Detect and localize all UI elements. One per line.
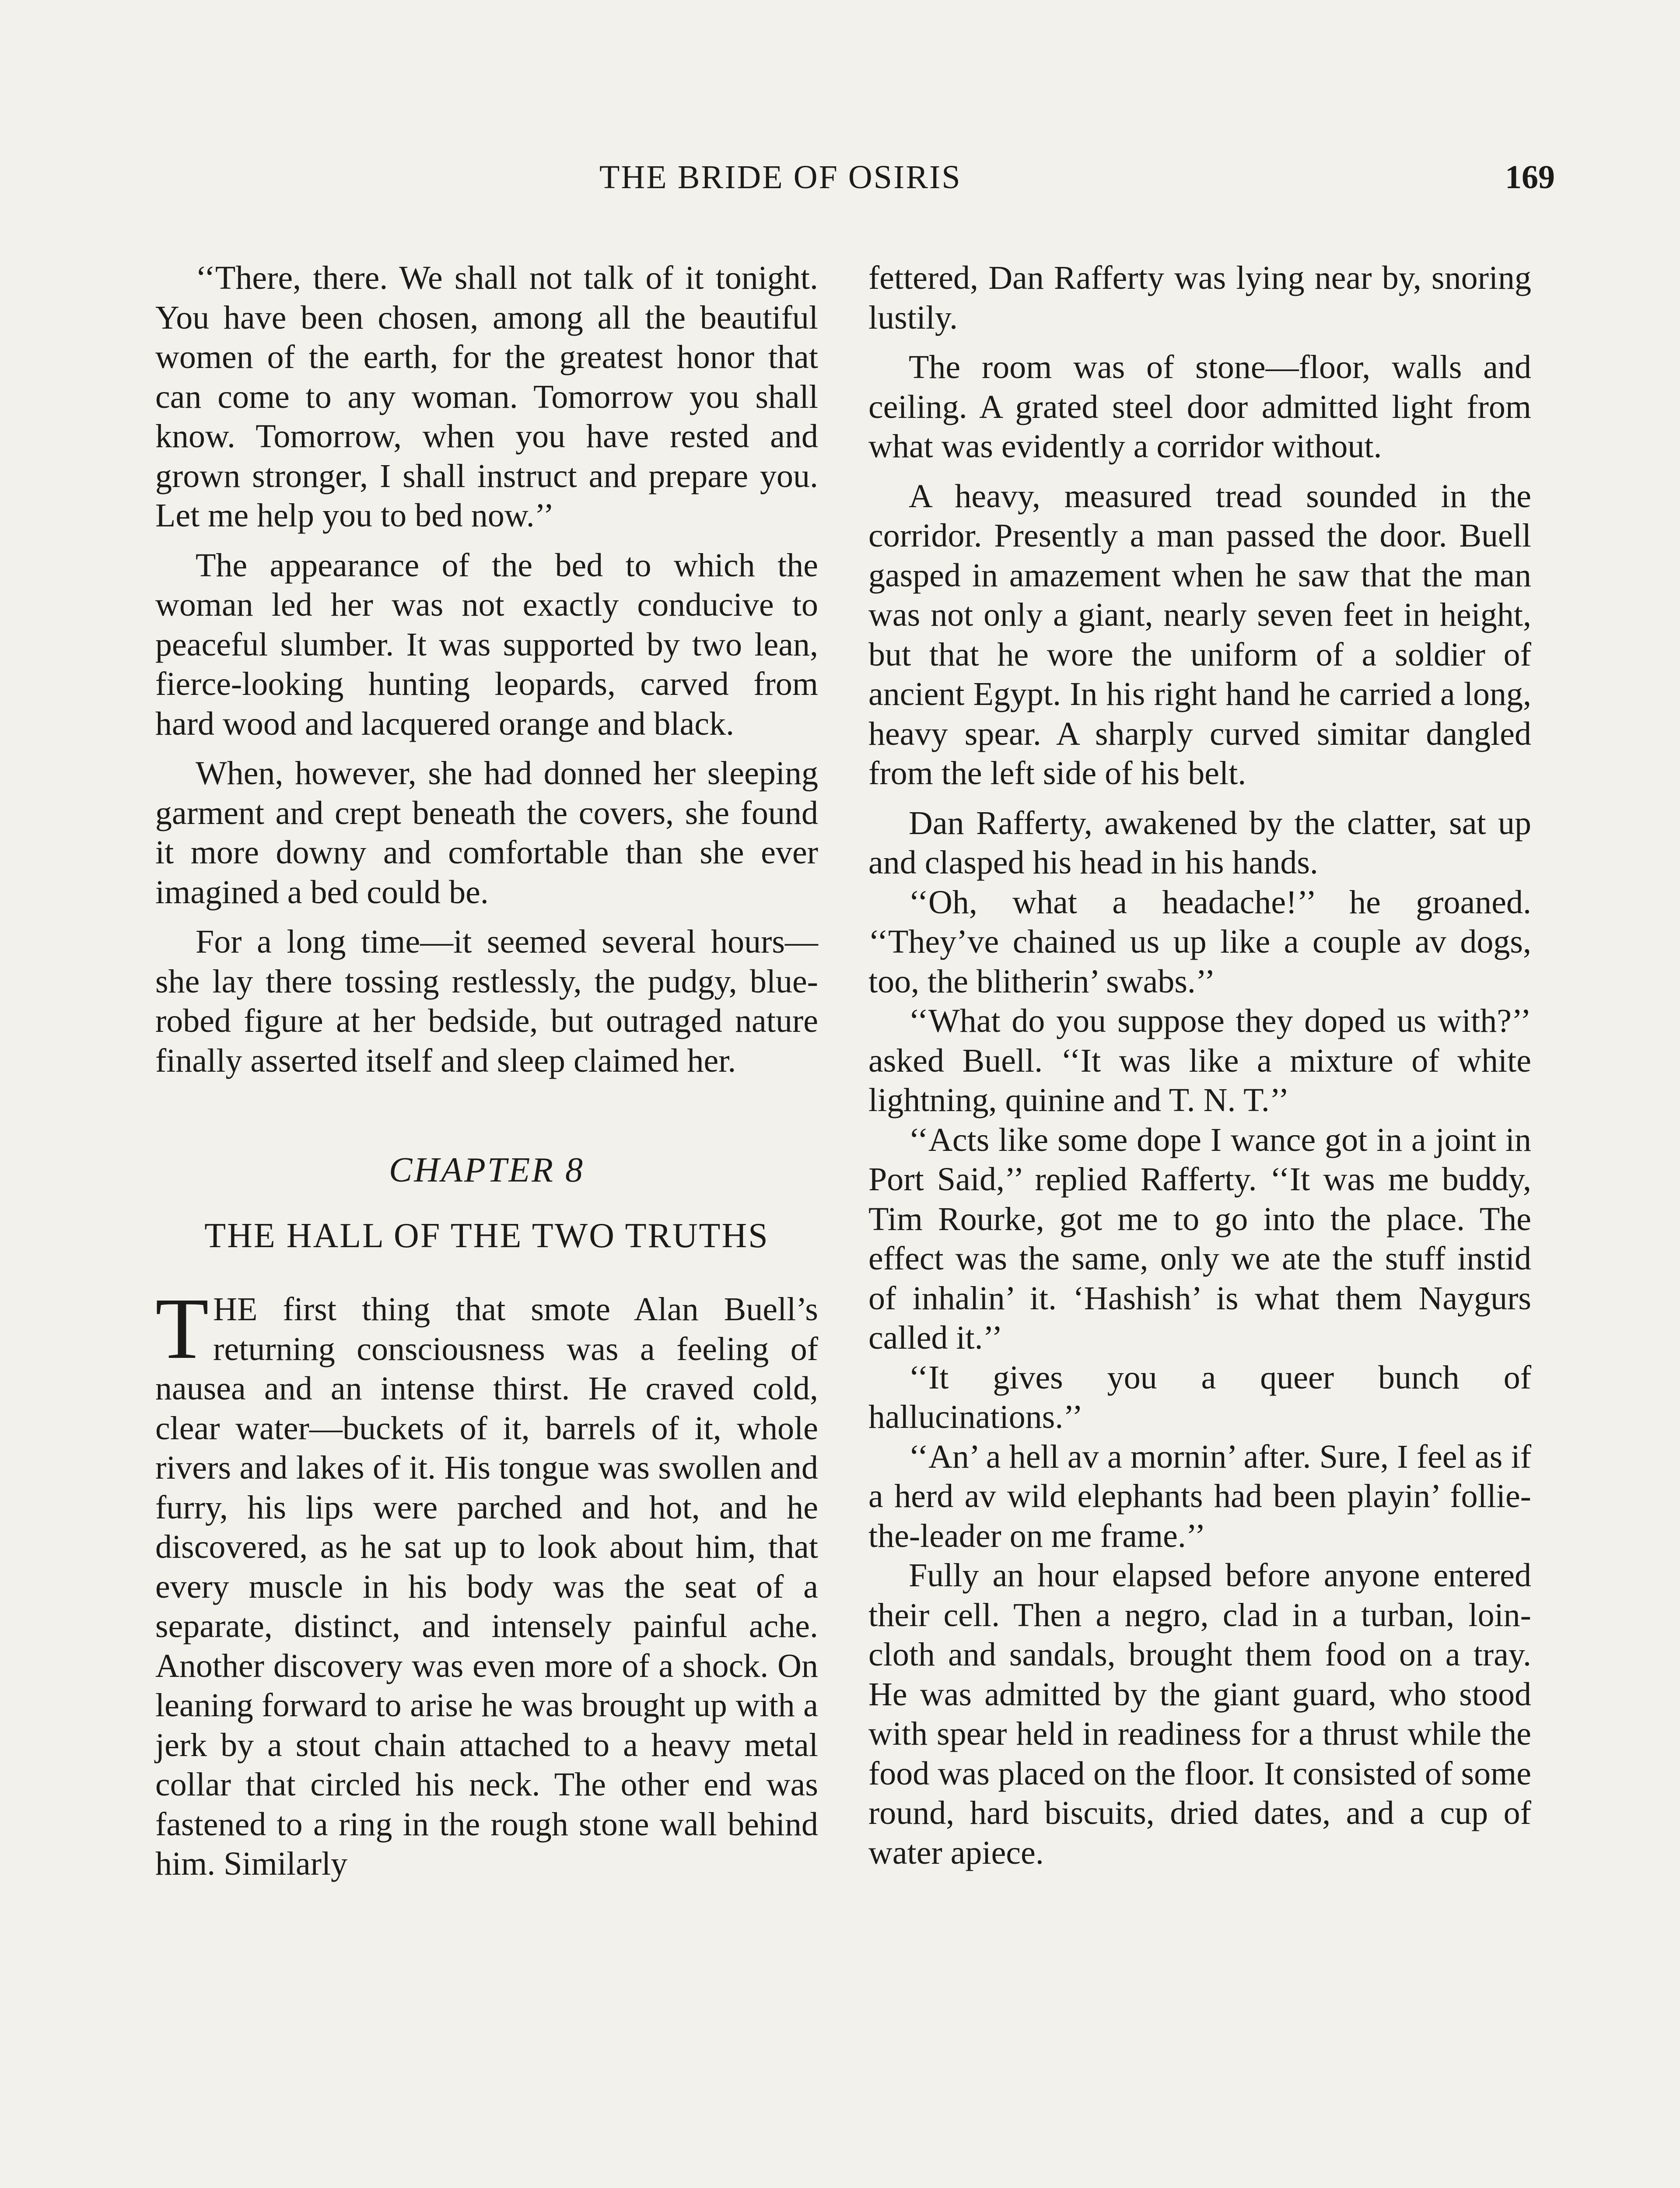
chapter-opening-paragraph [155,1280,818,1884]
chapter-opening-text: first thing that smote Alan Buell’s returning consciousness was a feeling of nausea and an intense thirst. He craved cold, clear water—buckets of it, barrels of it, whole rivers and lakes of it. His tongue was swollen and furry, his lips were parched and hot, and he discovered, as he sat up to look about him, that every muscle in his body was the seat of a separate, distinct, and intensely painful ache. Another discovery was even more of a shock. On leaning forward to arise he was brought up with a jerk by a stout chain attached to a heavy metal collar that circled his neck. The other end was fastened to a ring in the rough stone wall behind him. Similarly [155,1291,818,1882]
paragraph: For a long time—it seemed several hours—she lay there tossing restlessly, the pudgy, blue-robed figure at her bedside, but outraged nature finally asserted itself and sleep claimed her. [155,923,818,1079]
small-caps-lead: HE [213,1291,258,1328]
running-title: THE BRIDE OF OSIRIS [599,159,962,196]
paragraph: When, however, she had donned her sleeping garment and crept beneath the covers, she found it more downy and comfortable than she ever imagined a bed could be. [155,755,818,911]
page-number: 169 [1505,159,1555,196]
paragraph: A heavy, measured tread sounded in the corridor. Presently a man passed the door. Buell gasped in amazement when he saw that the man was not only a giant, nearly seven feet in height, but that he wore the uniform of a soldier of ancient Egypt. In his right hand he carried a long, heavy spear. A sharply curved simitar dangled from the left side of his belt. [868,477,1531,792]
paragraph: ‘‘There, there. We shall not talk of it tonight. You have been chosen, among all the beautiful women of the earth, for the greatest honor that can come to any woman. Tomorrow you shall know. Tomorrow, when you have rested and grown stronger, I shall instruct and prepare you. Let me help you to bed now.’’ [155,259,818,534]
chapter-label: CHAPTER 8 [388,1151,585,1189]
left-column [155,258,818,1884]
paragraph-continuation: fettered, Dan Rafferty was lying near by, snoring lustily. [868,259,1531,336]
paragraph: The appearance of the bed to which the woman led her was not exactly conducive to peaceful slumber. It was supported by two lean, fierce-looking hunting leopards, carved from hard wood and lacquered orange and black. [155,547,818,742]
paragraph: ‘‘An’ a hell av a mornin’ after. Sure, I feel as if a herd av wild elephants had been playin’ follie-the-leader on me frame.’’ [868,1438,1531,1554]
paragraph: ‘‘Oh, what a headache!’’ he groaned. ‘‘They’ve chained us up like a couple av dogs, too, the blitherin’ swabs.’’ [868,884,1531,1000]
paragraph: ‘‘What do you suppose they doped us with?’’ asked Buell. ‘‘It was like a mixture of white lightning, quinine and T. N. T.’’ [868,1003,1531,1119]
paragraph: ‘‘It gives you a queer bunch of hallucinations.’’ [868,1359,1531,1435]
drop-cap: T [155,1280,209,1377]
paragraph: The room was of stone—floor, walls and ceiling. A grated steel door admitted light from what was evidently a corridor without. [868,349,1531,465]
paragraph: ‘‘Acts like some dope I wance got in a joint in Port Said,’’ replied Rafferty. ‘‘It was me buddy, Tim Rourke, got me to go into the place. The effect was the same, only we ate the stuff instid of inhalin’ it. ‘Hashish’ is what them Naygurs called it.’’ [868,1121,1531,1356]
right-column [868,258,1531,1872]
paragraph: Fully an hour elapsed before anyone entered their cell. Then a negro, clad in a turban, loin-cloth and sandals, brought them food on a tray. He was admitted by the giant guard, who stood with spear held in readiness for a thrust while the food was placed on the floor. It consisted of some round, hard biscuits, dried dates, and a cup of water apiece. [868,1557,1531,1871]
running-head [0,158,1680,197]
chapter-title: THE HALL OF THE TWO TRUTHS [204,1217,769,1255]
paragraph: Dan Rafferty, awakened by the clatter, sat up and clasped his head in his hands. [868,804,1531,881]
